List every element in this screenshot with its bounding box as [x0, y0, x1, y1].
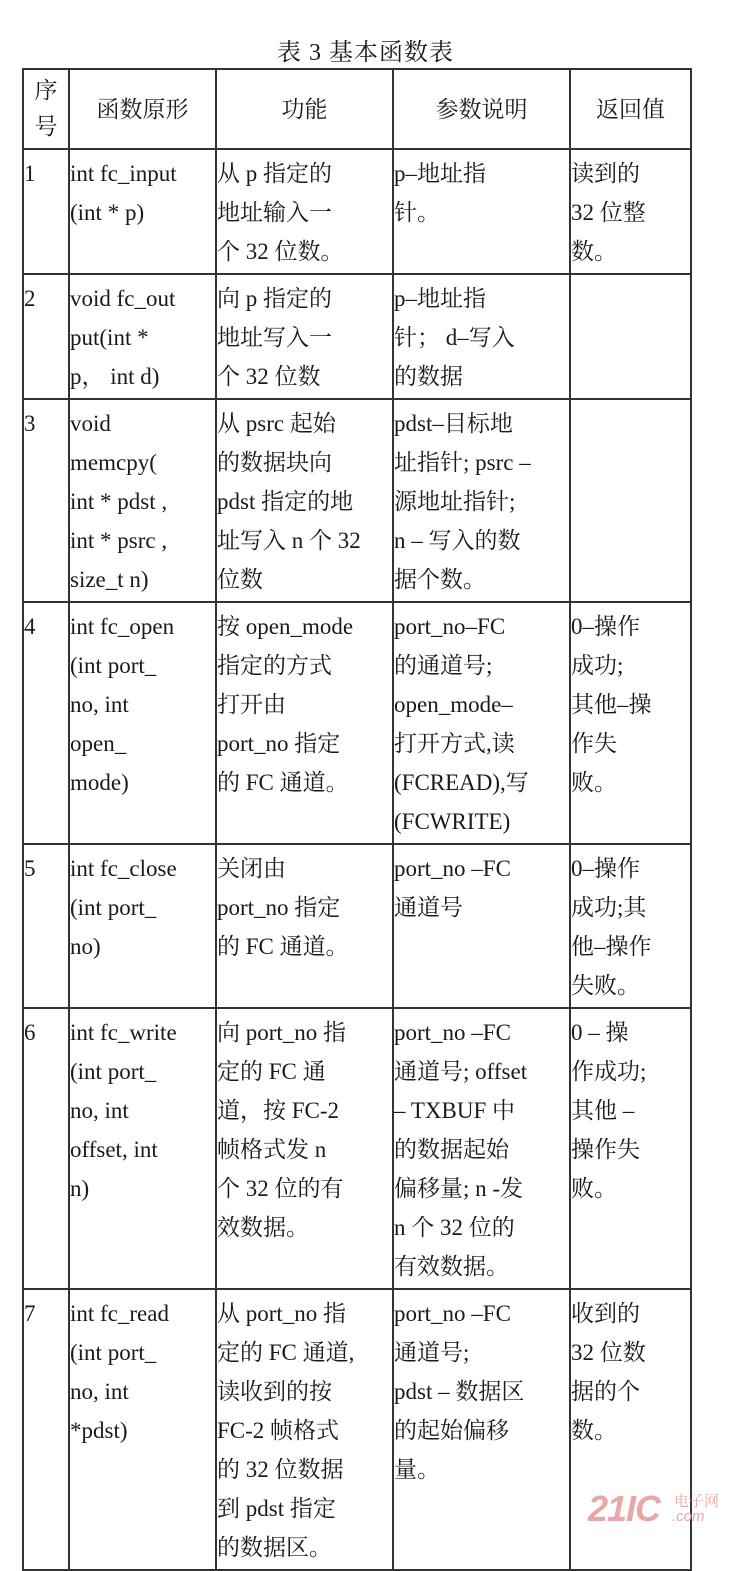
cell-prototype: int fc_close (int port_ no) — [69, 844, 216, 1008]
cell-returns: 0–操作 成功; 其他–操 作失 败。 — [570, 602, 691, 844]
cell-index: 3 — [23, 399, 69, 602]
table-row — [23, 1008, 691, 1289]
header-returns: 返回值 — [570, 69, 691, 149]
cell-params: port_no–FC 的通道号; open_mode– 打开方式,读 (FCREAD),写 (FCWRITE) — [393, 602, 570, 844]
cell-returns: 读到的 32 位整 数。 — [570, 149, 691, 274]
function-table — [22, 68, 692, 1571]
table-row — [23, 399, 691, 602]
cell-params: port_no –FC 通道号; pdst – 数据区 的起始偏移 量。 — [393, 1289, 570, 1570]
cell-returns: 0–操作 成功;其 他–操作 失败。 — [570, 844, 691, 1008]
cell-prototype: int fc_input (int * p) — [69, 149, 216, 274]
cell-prototype: void memcpy( int * pdst , int * psrc , size_t n) — [69, 399, 216, 602]
watermark-logo-bottom-text: .com — [672, 1508, 705, 1525]
table-row — [23, 149, 691, 274]
cell-params: port_no –FC 通道号; offset – TXBUF 中 的数据起始 偏移量; n -发 n 个 32 位的 有效数据。 — [393, 1008, 570, 1289]
header-prototype: 函数原形 — [69, 69, 216, 149]
cell-function: 向 p 指定的 地址写入一 个 32 位数 — [216, 274, 393, 399]
cell-prototype: int fc_open (int port_ no, int open_ mode) — [69, 602, 216, 844]
cell-returns: 0 – 操 作成功; 其他 – 操作失 败。 — [570, 1008, 691, 1289]
cell-index: 5 — [23, 844, 69, 1008]
cell-index: 4 — [23, 602, 69, 844]
cell-function: 向 port_no 指 定的 FC 通 道，按 FC-2 帧格式发 n 个 32 位的有 效数据。 — [216, 1008, 393, 1289]
watermark-logo-number: 21IC — [588, 1488, 661, 1529]
cell-prototype: void fc_out put(int * p， int d) — [69, 274, 216, 399]
cell-function: 从 psrc 起始 的数据块向 pdst 指定的地 址写入 n 个 32 位数 — [216, 399, 393, 602]
table-caption: 表 3 基本函数表 — [277, 40, 454, 66]
header-function: 功能 — [216, 69, 393, 149]
cell-index: 1 — [23, 149, 69, 274]
cell-function: 从 port_no 指 定的 FC 通道, 读收到的按 FC-2 帧格式 的 32 位数据 到 pdst 指定 的数据区。 — [216, 1289, 393, 1570]
table-row — [23, 602, 691, 844]
cell-function: 关闭由 port_no 指定 的 FC 通道。 — [216, 844, 393, 1008]
header-params: 参数说明 — [393, 69, 570, 149]
cell-function: 按 open_mode 指定的方式 打开由 port_no 指定 的 FC 通道。 — [216, 602, 393, 844]
table-header-row — [23, 69, 691, 149]
site-watermark — [588, 1488, 728, 1532]
cell-function: 从 p 指定的 地址输入一 个 32 位数。 — [216, 149, 393, 274]
cell-index: 6 — [23, 1008, 69, 1289]
watermark-logo-top-text: 电子网 — [674, 1493, 720, 1510]
table-row — [23, 274, 691, 399]
cell-index: 2 — [23, 274, 69, 399]
cell-params: port_no –FC 通道号 — [393, 844, 570, 1008]
cell-returns — [570, 274, 691, 399]
cell-params: pdst–目标地 址指针; psrc – 源地址指针; n – 写入的数 据个数。 — [393, 399, 570, 602]
cell-params: p–地址指 针。 — [393, 149, 570, 274]
cell-index: 7 — [23, 1289, 69, 1570]
header-index: 序 号 — [23, 69, 69, 149]
cell-prototype: int fc_read (int port_ no, int *pdst) — [69, 1289, 216, 1570]
table-row — [23, 844, 691, 1008]
cell-returns: 收到的 32 位数 据的个 数。 — [570, 1289, 691, 1570]
cell-prototype: int fc_write (int port_ no, int offset, int n) — [69, 1008, 216, 1289]
cell-returns — [570, 399, 691, 602]
cell-params: p–地址指 针； d–写入 的数据 — [393, 274, 570, 399]
